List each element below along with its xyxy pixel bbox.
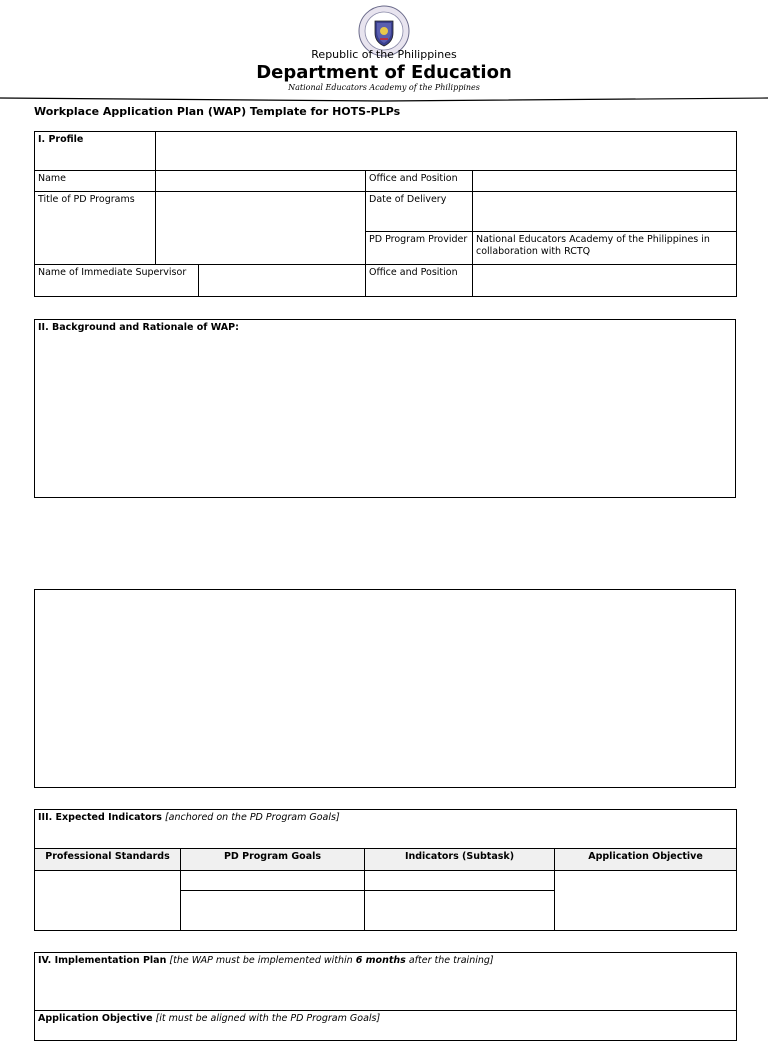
professional-standards-cell[interactable] bbox=[35, 871, 181, 931]
supervisor-office-field[interactable] bbox=[473, 265, 737, 297]
column-header-pd-program-goals: PD Program Goals bbox=[181, 849, 365, 871]
implementation-section-label: IV. Implementation Plan bbox=[38, 955, 167, 966]
profile-field[interactable] bbox=[156, 132, 737, 171]
date-delivery-label: Date of Delivery bbox=[366, 192, 473, 232]
pd-provider-value: National Educators Academy of the Philippines in collaboration with RCTQ bbox=[473, 232, 737, 265]
indicator-cell[interactable] bbox=[365, 891, 555, 931]
pd-goal-cell[interactable] bbox=[181, 891, 365, 931]
name-label: Name bbox=[35, 171, 156, 192]
background-box[interactable] bbox=[34, 319, 736, 498]
application-objective-label: Application Objective bbox=[38, 1013, 153, 1024]
supervisor-office-label: Office and Position bbox=[366, 265, 473, 297]
republic-text: Republic of the Philippines bbox=[311, 48, 457, 61]
office-position-label: Office and Position bbox=[366, 171, 473, 192]
department-title: Department of Education bbox=[256, 62, 512, 83]
implementation-note-pre: [the WAP must be implemented within bbox=[169, 955, 356, 966]
date-delivery-field[interactable] bbox=[473, 192, 737, 232]
indicator-cell[interactable] bbox=[365, 871, 555, 891]
indicators-section bbox=[35, 810, 737, 849]
blank-box[interactable] bbox=[34, 589, 736, 788]
pd-provider-label: PD Program Provider bbox=[366, 232, 473, 265]
implementation-note-bold: 6 months bbox=[355, 955, 406, 966]
application-objective-cell[interactable] bbox=[555, 871, 737, 931]
column-header-indicators: Indicators (Subtask) bbox=[365, 849, 555, 871]
title-pd-label: Title of PD Programs bbox=[35, 192, 156, 265]
document-title: Workplace Application Plan (WAP) Template for HOTS-PLPs bbox=[34, 105, 401, 118]
title-pd-field[interactable] bbox=[156, 192, 366, 265]
academy-subtitle: National Educators Academy of the Philippines bbox=[288, 83, 480, 92]
office-position-field[interactable] bbox=[473, 171, 737, 192]
indicators-table bbox=[34, 809, 737, 931]
application-objective-row[interactable] bbox=[35, 1011, 737, 1041]
indicators-section-label: III. Expected Indicators bbox=[38, 812, 162, 823]
implementation-section[interactable] bbox=[35, 953, 737, 1011]
indicators-section-note: [anchored on the PD Program Goals] bbox=[164, 812, 340, 823]
profile-section-label: I. Profile bbox=[35, 132, 156, 171]
column-header-professional-standards: Professional Standards bbox=[35, 849, 181, 871]
name-field[interactable] bbox=[156, 171, 366, 192]
supervisor-label: Name of Immediate Supervisor bbox=[35, 265, 199, 297]
implementation-table bbox=[34, 952, 737, 1041]
background-section-label: II. Background and Rationale of WAP: bbox=[38, 322, 239, 333]
pd-goal-cell[interactable] bbox=[181, 871, 365, 891]
header-divider bbox=[0, 97, 768, 103]
supervisor-field[interactable] bbox=[199, 265, 366, 297]
profile-table bbox=[34, 131, 737, 297]
application-objective-note: [it must be aligned with the PD Program Goals] bbox=[155, 1013, 381, 1024]
implementation-note-post: after the training] bbox=[405, 955, 494, 966]
column-header-application-objective: Application Objective bbox=[555, 849, 737, 871]
